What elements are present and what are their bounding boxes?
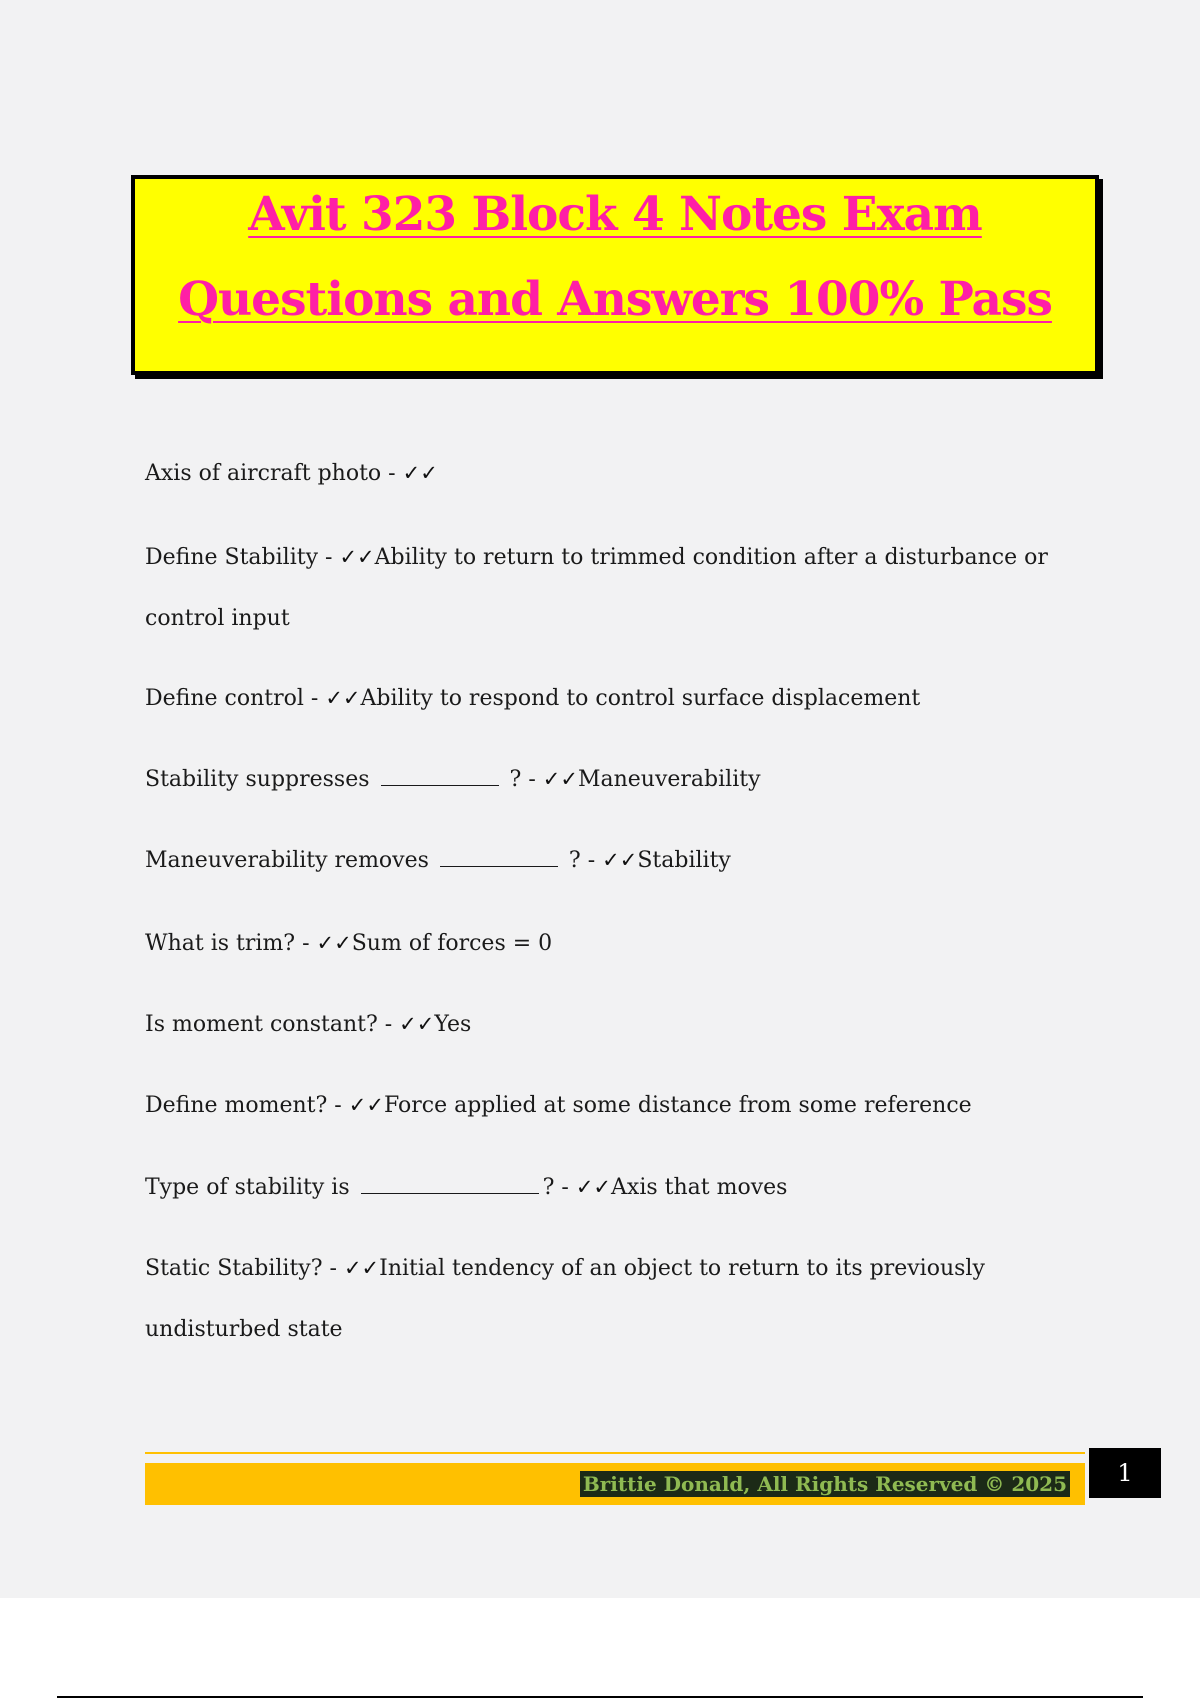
check-mark-icon: ✓✓ bbox=[339, 545, 375, 569]
question-text: Type of stability is bbox=[145, 1175, 357, 1200]
question-text: What is trim? - bbox=[145, 931, 317, 956]
qa-item-4 bbox=[145, 749, 1095, 810]
answer-blank bbox=[361, 1171, 539, 1194]
copyright-text: Brittie Donald, All Rights Reserved © 2025 bbox=[580, 1471, 1070, 1497]
answer-text: Axis that moves bbox=[611, 1175, 788, 1200]
page-bottom-rule bbox=[57, 1696, 1143, 1698]
question-text: Define control - bbox=[145, 686, 326, 711]
title-box bbox=[131, 175, 1099, 375]
page-number: 1 bbox=[1089, 1448, 1161, 1498]
question-text: Define Stability - bbox=[145, 545, 340, 570]
qa-item-9 bbox=[145, 1157, 1095, 1218]
question-text: Is moment constant? - bbox=[145, 1012, 400, 1037]
answer-text: Ability to return to trimmed condition after a disturbance or control input bbox=[145, 545, 1048, 631]
check-mark-icon: ✓✓ bbox=[402, 461, 438, 485]
answer-text: Sum of forces = 0 bbox=[351, 931, 553, 956]
check-mark-icon: ✓✓ bbox=[399, 1012, 435, 1036]
check-mark-icon: ✓✓ bbox=[542, 767, 578, 791]
answer-text: Force applied at some distance from some reference bbox=[383, 1093, 972, 1118]
answer-text: Maneuverability bbox=[577, 767, 761, 792]
check-mark-icon: ✓✓ bbox=[602, 848, 638, 872]
answer-text: Initial tendency of an object to return to its previously undisturbed state bbox=[145, 1256, 985, 1342]
question-text: Axis of aircraft photo - bbox=[145, 461, 403, 486]
qa-item-2 bbox=[145, 527, 1095, 649]
question-text: Maneuverability removes bbox=[145, 848, 436, 873]
qa-item-3 bbox=[145, 668, 1095, 729]
question-text: Stability suppresses bbox=[145, 767, 377, 792]
qa-item-10 bbox=[145, 1238, 1095, 1360]
check-mark-icon: ✓✓ bbox=[316, 931, 352, 955]
qa-item-5 bbox=[145, 830, 1095, 891]
answer-text: Yes bbox=[434, 1012, 472, 1037]
question-text-end: ? - bbox=[542, 1175, 576, 1200]
answer-blank bbox=[440, 844, 558, 867]
qa-item-7 bbox=[145, 994, 1095, 1055]
question-text: Static Stability? - bbox=[145, 1256, 344, 1281]
check-mark-icon: ✓✓ bbox=[575, 1175, 612, 1199]
title-line-1: Avit 323 Block 4 Notes Exam bbox=[248, 187, 982, 242]
footer-bar bbox=[145, 1463, 1085, 1505]
answer-blank bbox=[381, 763, 499, 786]
check-mark-icon: ✓✓ bbox=[343, 1256, 380, 1280]
qa-item-6 bbox=[145, 913, 1095, 974]
title-line-2: Questions and Answers 100% Pass bbox=[178, 272, 1052, 327]
question-text: Define moment? - bbox=[145, 1093, 349, 1118]
qa-item-1 bbox=[145, 443, 1095, 504]
answer-text: Ability to respond to control surface displacement bbox=[360, 686, 921, 711]
check-mark-icon: ✓✓ bbox=[325, 686, 361, 710]
qa-item-8 bbox=[145, 1075, 1095, 1136]
question-text-end: ? - bbox=[502, 767, 543, 792]
footer-rule bbox=[145, 1452, 1085, 1454]
answer-text: Stability bbox=[637, 848, 731, 873]
check-mark-icon: ✓✓ bbox=[348, 1093, 384, 1117]
question-text-end: ? - bbox=[561, 848, 603, 873]
